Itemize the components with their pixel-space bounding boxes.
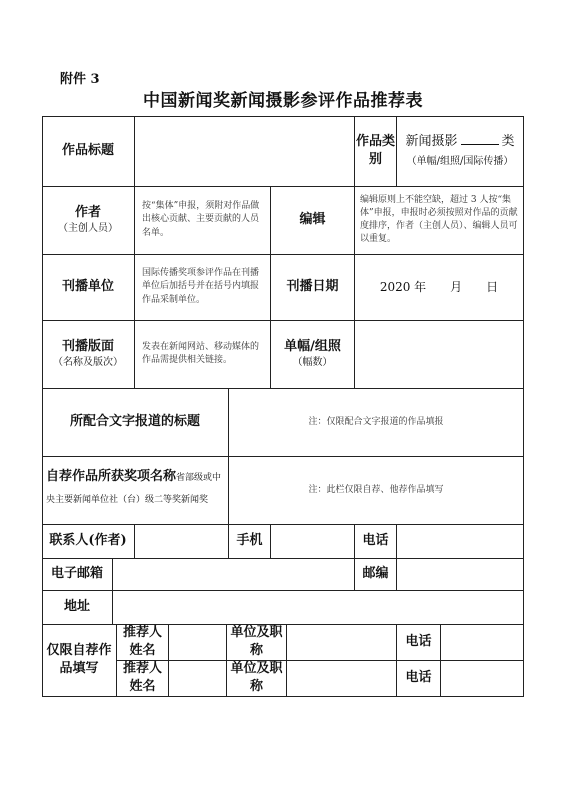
recommendation-form-table [42, 116, 524, 696]
author-note[interactable]: 按“集体”申报，须附对作品做出核心贡献、主要贡献的人员名单。 [142, 201, 260, 238]
text-report-label: 所配合文字报道的标题 [69, 414, 200, 430]
layout-label-cell [42, 320, 134, 388]
category-options: （单幅/组照/国际传播） [406, 156, 514, 168]
recommender-field-1[interactable] [169, 625, 226, 659]
self-rec-label: 仅限自荐作品填写 [46, 643, 112, 676]
count-sub: （幅数） [292, 357, 333, 369]
work-title-label: 作品标题 [61, 143, 114, 159]
awards-label: 自荐作品所获奖项名称 [46, 469, 177, 484]
mobile-label: 手机 [236, 533, 263, 549]
unit-field-1[interactable] [287, 625, 396, 659]
contact-label: 联系人(作者) [49, 533, 127, 549]
count-field[interactable] [355, 321, 523, 387]
count-label: 单幅/组照 [284, 339, 341, 355]
address-field[interactable] [113, 591, 523, 623]
awards-label-cell [46, 456, 226, 532]
category-field[interactable] [397, 116, 523, 186]
awards-field[interactable]: 注：此栏仅限自荐、他荐作品填写 [308, 484, 444, 495]
category-suffix: 类 [501, 134, 515, 150]
address-label: 地址 [63, 599, 90, 615]
form-title: 中国新闻奖新闻摄影参评作品推荐表 [143, 91, 423, 111]
work-title-field[interactable] [135, 117, 353, 185]
date-label: 刊播日期 [286, 279, 339, 295]
recommender-label-2: 推荐人姓名 [122, 661, 162, 694]
email-field[interactable] [113, 559, 353, 589]
phone-field[interactable] [397, 525, 523, 557]
publisher-note[interactable]: 国际传播奖项参评作品在刊播单位后加括号并在括号内填报作品采制单位。 [142, 268, 260, 305]
rec-phone-field-1[interactable] [441, 625, 523, 659]
editor-note[interactable]: 编辑原则上不能空缺，超过 3 人按“集体”申报，申报时必须按照对作品的贡献度排序，作者（主创人员）、编辑人员可以重复。 [360, 194, 518, 245]
phone-label: 电话 [362, 533, 389, 549]
unit-label-1: 单位及职称 [230, 625, 283, 658]
author-sub: （主创人员） [58, 223, 118, 235]
attachment-label: 附件 3 [60, 72, 100, 87]
unit-field-2[interactable] [287, 661, 396, 695]
text-report-field[interactable]: 注：仅限配合文字报道的作品填报 [308, 416, 444, 427]
category-prefix: 新闻摄影 [405, 134, 458, 150]
count-label-cell [271, 320, 354, 388]
unit-label-2: 单位及职称 [230, 661, 283, 694]
layout-label: 刊播版面 [61, 339, 114, 355]
awards-sub: 省部级或中央主要新闻单位社（台）级二等奖新闻奖 [46, 473, 222, 506]
author-label-cell [42, 186, 134, 254]
editor-label: 编辑 [299, 212, 326, 228]
postcode-label: 邮编 [362, 566, 389, 582]
layout-sub: （名称及版次） [53, 357, 123, 369]
postcode-field[interactable] [397, 559, 523, 589]
author-label: 作者 [74, 205, 101, 221]
date-field[interactable]: 2020 年 月 日 [379, 279, 499, 294]
rec-phone-field-2[interactable] [441, 661, 523, 695]
category-blank[interactable] [461, 134, 499, 145]
contact-field[interactable] [135, 525, 227, 557]
layout-note[interactable]: 发表在新闻网站、移动媒体的作品需提供相关链接。 [142, 341, 260, 365]
rec-phone-label-2: 电话 [405, 670, 432, 686]
rec-phone-label-1: 电话 [405, 634, 432, 650]
publisher-label: 刊播单位 [61, 279, 114, 295]
email-label: 电子邮箱 [50, 566, 103, 582]
mobile-field[interactable] [271, 525, 353, 557]
recommender-field-2[interactable] [169, 661, 226, 695]
category-label: 作品类别 [355, 134, 395, 167]
recommender-label-1: 推荐人姓名 [122, 625, 162, 658]
